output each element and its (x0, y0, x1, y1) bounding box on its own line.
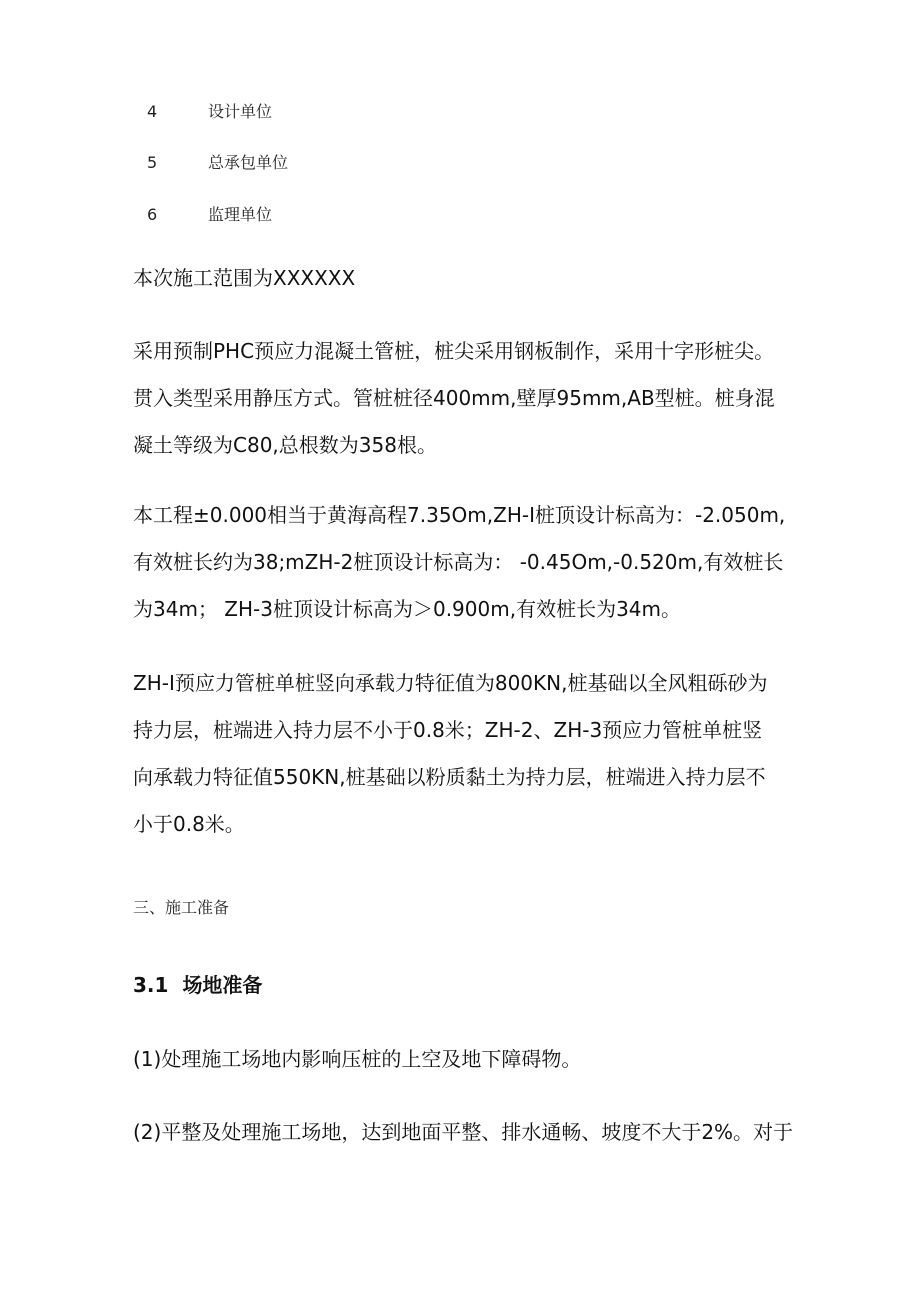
section-heading: 三、施工准备 (133, 898, 230, 917)
list-item-number: 4 (147, 102, 158, 121)
paragraph-line: (2)平整及处理施工场地，达到地面平整、排水通畅、坡度不大于2%。对于 (133, 1120, 794, 1144)
elevation-paragraph (133, 492, 803, 633)
paragraph-line: ZH-I预应力管桩单桩竖向承载力特征值为800KN,桩基础以全风粗砾砂为 (133, 671, 768, 695)
pile-type-paragraph (133, 328, 803, 469)
paragraph-line: 本次施工范围为XXXXXX (133, 266, 356, 290)
list-item-number: 5 (147, 153, 158, 172)
paragraph-line: (1)处理施工场地内影响压桩的上空及地下障碍物。 (133, 1047, 582, 1071)
paragraph-line: 有效桩长约为38;mZH-2桩顶设计标高为： -0.45Om,-0.520m,有效桩长 (133, 550, 784, 574)
site-prep-item-1 (133, 1036, 803, 1083)
list-item-label: 总承包单位 (208, 153, 289, 172)
site-prep-item-2 (133, 1109, 803, 1156)
paragraph-line: 本工程±0.000相当于黄海高程7.35Om,ZH-I桩顶设计标高为：-2.050m, (133, 503, 786, 527)
list-item-label: 监理单位 (208, 205, 273, 224)
paragraph-line: 贯入类型采用静压方式。管桩桩径400mm,壁厚95mm,AB型桩。桩身混 (133, 386, 775, 410)
bearing-capacity-paragraph (133, 660, 803, 848)
paragraph-line: 小于0.8米。 (133, 812, 245, 836)
list-item-label: 设计单位 (208, 102, 273, 121)
subsection-heading (133, 971, 262, 999)
paragraph-line: 向承载力特征值550KN,桩基础以粉质黏土为持力层，桩端进入持力层不 (133, 765, 766, 789)
subsection-title: 场地准备 (182, 973, 263, 997)
paragraph-line: 采用预制PHC预应力混凝土管桩，桩尖采用钢板制作，采用十字形桩尖。 (133, 339, 775, 363)
paragraph-line: 为34m； ZH-3桩顶设计标高为＞0.900m,有效桩长为34m。 (133, 597, 681, 621)
subsection-number: 3.1 (133, 973, 169, 997)
paragraph-line: 凝土等级为C80,总根数为358根。 (133, 433, 437, 457)
list-item-number: 6 (147, 205, 158, 224)
paragraph-line: 持力层，桩端进入持力层不小于0.8米；ZH-2、ZH-3预应力管桩单桩竖 (133, 718, 763, 742)
scope-paragraph (133, 255, 803, 302)
